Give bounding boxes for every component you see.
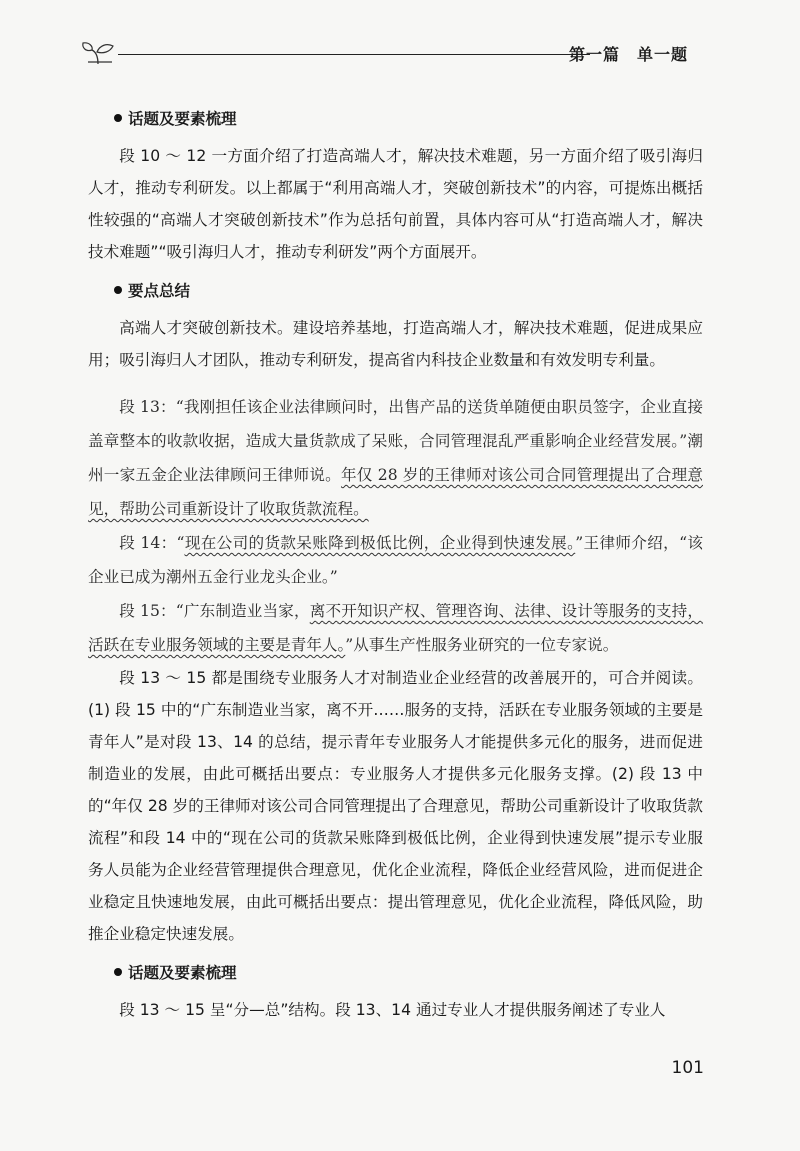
text-run: 段 14：“ (119, 534, 185, 552)
heading-key-points (114, 280, 703, 302)
header-rule (118, 54, 590, 55)
heading-topic-elements (114, 108, 703, 130)
source-paragraph-15 (88, 594, 703, 662)
heading-text: 话题及要素梳理 (128, 110, 237, 128)
running-header (80, 40, 720, 70)
text-run: 段 15：“广东制造业当家， (119, 602, 310, 620)
paragraph-structure-13-15: 段 13 ～ 15 呈“分—总”结构。段 13、14 通过专业人才提供服务阐述了专业人 (119, 1001, 666, 1019)
text-run: 段 13：“我刚担任该企业法律顾问时，出售产品的送货单随便由职员签字，企业直接盖章整本的收款收据，造成大量货款成了呆账，合同管理混乱严重影响企业经营发展。”潮州一家五金企业法律顾问王律师说。 (88, 398, 703, 484)
paragraph-analysis-13-15: 段 13 ～ 15 都是围绕专业服务人才对制造业企业经营的改善展开的，可合并阅读。(1) 段 15 中的“广东制造业当家，离不开……服务的支持，活跃在专业服务领域的主要是青年人”是对段 13、14 的总结，提示青年专业服务人才能提供多元化的服务，进而促进制造业的发展，由此可概括出要点：专业服务人才提供多元化服务支撑。(2) 段 13 中的“年仅 28 岁的王律师对该公司合同管理提出了合理意见，帮助公司重新设计了收取货款流程”和段 14 中的“现在公司的货款呆账降到极低比例，企业得到快速发展”提示专业服务人员能为企业经营管理提供合理意见，优化企业流程，降低企业经营风险，进而促进企业稳定且快速地发展，由此可概括出要点：提出管理意见，优化企业流程，降低风险，助推企业稳定快速发展。 (88, 669, 703, 943)
bullet-icon (114, 286, 122, 294)
underlined-text: 年仅 28 岁的王律师对该公司合同管理提出了合理意见，帮助公司重新设计了收取货款流程。 (88, 466, 703, 518)
underlined-text: 现在公司的货款呆账降到极低比例，企业得到快速发展。 (184, 534, 576, 552)
sprout-icon (80, 40, 116, 66)
text-run: ”王律师介绍，“该企业已成为潮州五金行业龙头企业。” (88, 534, 703, 586)
text-run: ”从事生产性服务业研究的一位专家说。 (345, 636, 619, 654)
paragraph-analysis-10-12: 段 10 ～ 12 一方面介绍了打造高端人才，解决技术难题，另一方面介绍了吸引海归人才，推动专利研发。以上都属于“利用高端人才，突破创新技术”的内容，可提炼出概括性较强的“高端人才突破创新技术”作为总括句前置，具体内容可从“打造高端人才，解决技术难题”“吸引海归人才，推动专利研发”两个方面展开。 (88, 147, 703, 261)
heading-text: 话题及要素梳理 (128, 964, 237, 982)
heading-text: 要点总结 (128, 282, 191, 300)
source-paragraph-13 (88, 390, 703, 526)
section-label: 第一篇 单一题 (568, 45, 688, 64)
page-number: 101 (671, 1058, 704, 1078)
source-paragraph-14 (88, 526, 703, 594)
bullet-icon (114, 968, 122, 976)
page-body (88, 108, 703, 1026)
heading-topic-elements-2 (114, 962, 703, 984)
bullet-icon (114, 114, 122, 122)
underlined-text: 离不开知识产权、管理咨询、法律、设计等服务的支持，活跃在专业服务领域的主要是青年人。 (88, 602, 703, 654)
paragraph-key-point-summary: 高端人才突破创新技术。建设培养基地，打造高端人才，解决技术难题，促进成果应用；吸引海归人才团队，推动专利研发，提高省内科技企业数量和有效发明专利量。 (88, 319, 703, 369)
